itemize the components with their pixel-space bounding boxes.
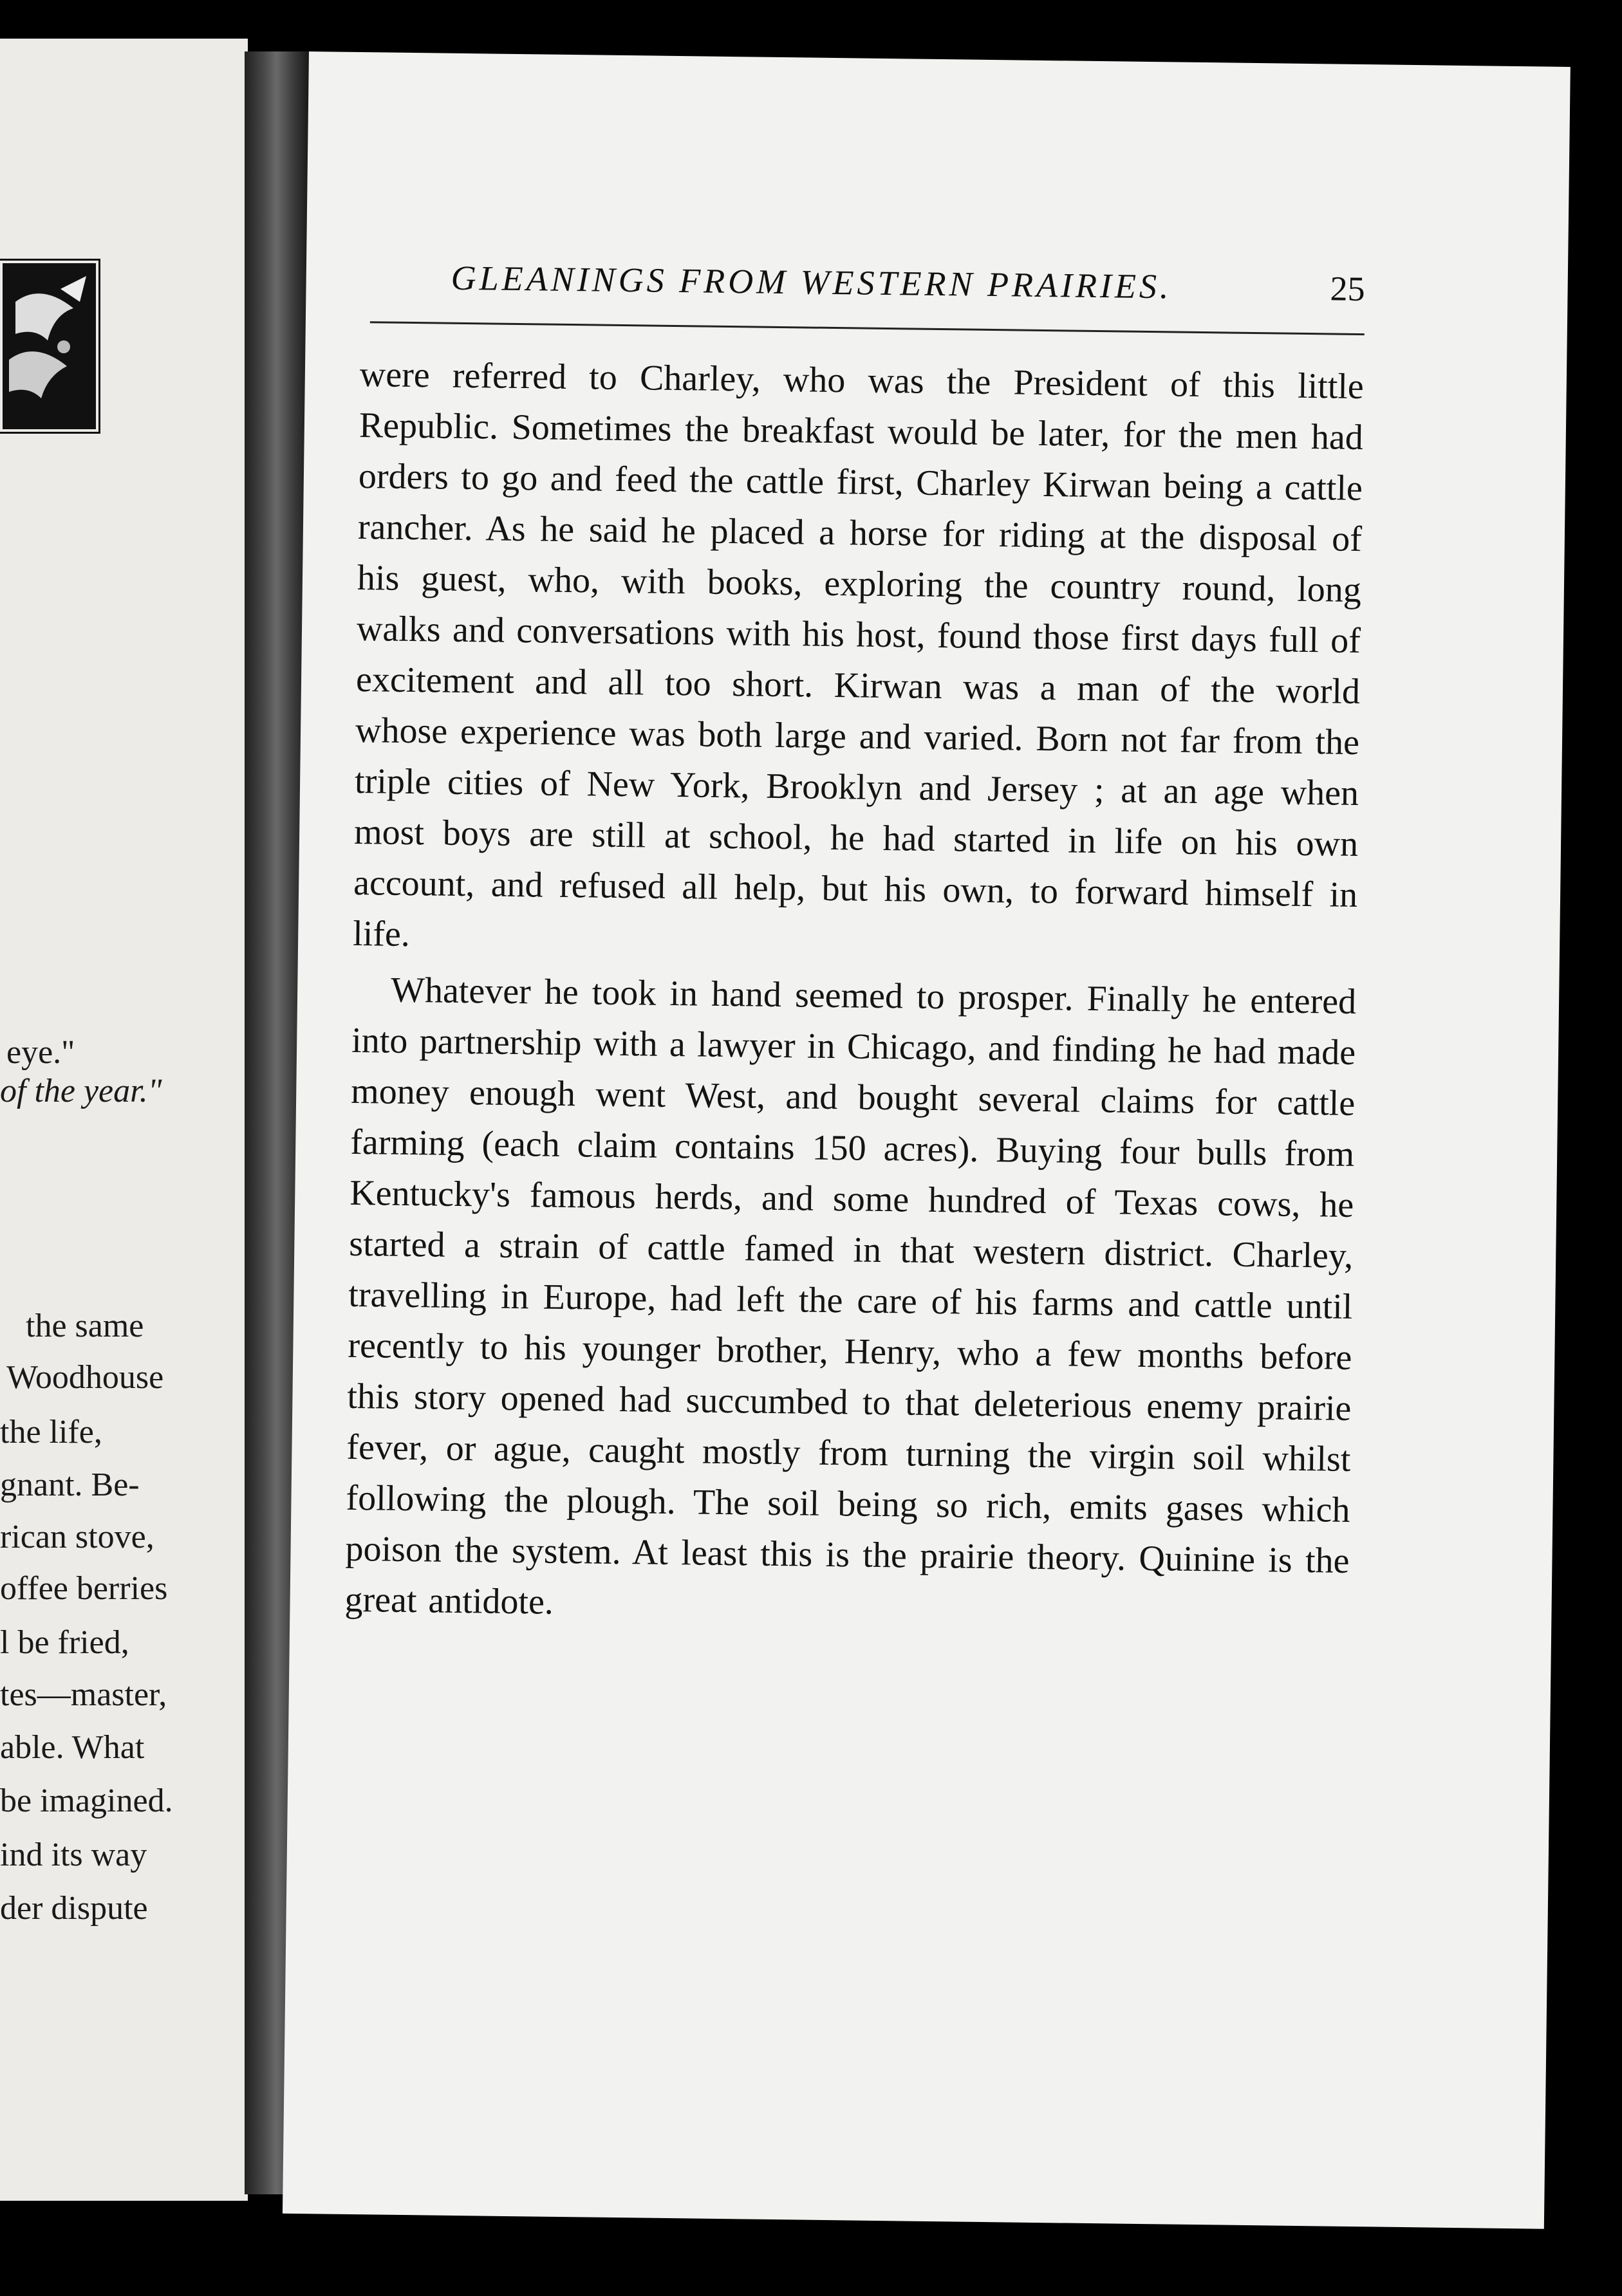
paragraph: Whatever he took in hand seemed to prosper. Finally he entered into partnership with a lawyer in Chicago, and finding he had made money enough went West, and bought several claims for cattle farming (each claim contains 150 acres). Buying four bulls from Kentucky's famous herds, and some hundred of Texas cows, he started a strain of cattle famed in that western district. Charley, travelling in Europe, had left the care of his farms and cattle until recently to his younger brother, Henry, who a few months before this story opened had succumbed to that deleterious enemy prairie fever, or ague, caught mostly from turning the virgin soil whilst following the plough. The soil being so rich, emits gases which poison the system. At least this is the prairie theory. Quinine is the great antidote. — [344, 970, 1357, 1622]
running-head — [451, 258, 1365, 314]
facing-page-line: offee berries — [0, 1570, 168, 1607]
facing-page-line: the life, — [0, 1414, 102, 1450]
facing-page-line: ind its way — [0, 1837, 147, 1873]
facing-page-line: the same — [26, 1308, 144, 1344]
book-page — [283, 51, 1571, 2229]
facing-page-line: be imagined. — [0, 1782, 173, 1819]
facing-page-line: eye." — [6, 1034, 75, 1071]
running-head-title: GLEANINGS FROM WESTERN PRAIRIES. — [451, 258, 1172, 306]
facing-page-line: l be fried, — [0, 1624, 129, 1661]
facing-page-line: tes—master, — [0, 1676, 167, 1713]
facing-page-line: gnant. Be- — [0, 1467, 140, 1503]
facing-page — [0, 39, 248, 2201]
header-rule — [370, 321, 1365, 335]
paragraph: were referred to Charley, who was the President of this little Republic. Sometimes the breakfast would be later, for the men had orders to go and feed the cattle first, Charley Kirwan being a cattle rancher. As he said he placed a horse for riding at the disposal of his guest, who, with books, exploring the country round, long walks and conversations with his host, found those first days full of excitement and all too short. Kirwan was a man of the world whose experience was both large and varied. Born not far from the triple cities of New York, Brooklyn and Jersey ; at an age when most boys are still at school, he had started in life on his own account, and refused all help, but his own, to forward himself in life. — [352, 355, 1365, 955]
body-text — [344, 349, 1364, 1638]
facing-page-line: rican stove, — [0, 1519, 154, 1555]
ornament-illustration — [0, 261, 98, 432]
facing-page-line: able. What — [0, 1729, 145, 1766]
facing-page-line: Woodhouse — [6, 1359, 164, 1396]
facing-page-line: of the year." — [0, 1073, 162, 1109]
page-number: 25 — [1330, 269, 1365, 309]
facing-page-line: der dispute — [0, 1890, 148, 1927]
